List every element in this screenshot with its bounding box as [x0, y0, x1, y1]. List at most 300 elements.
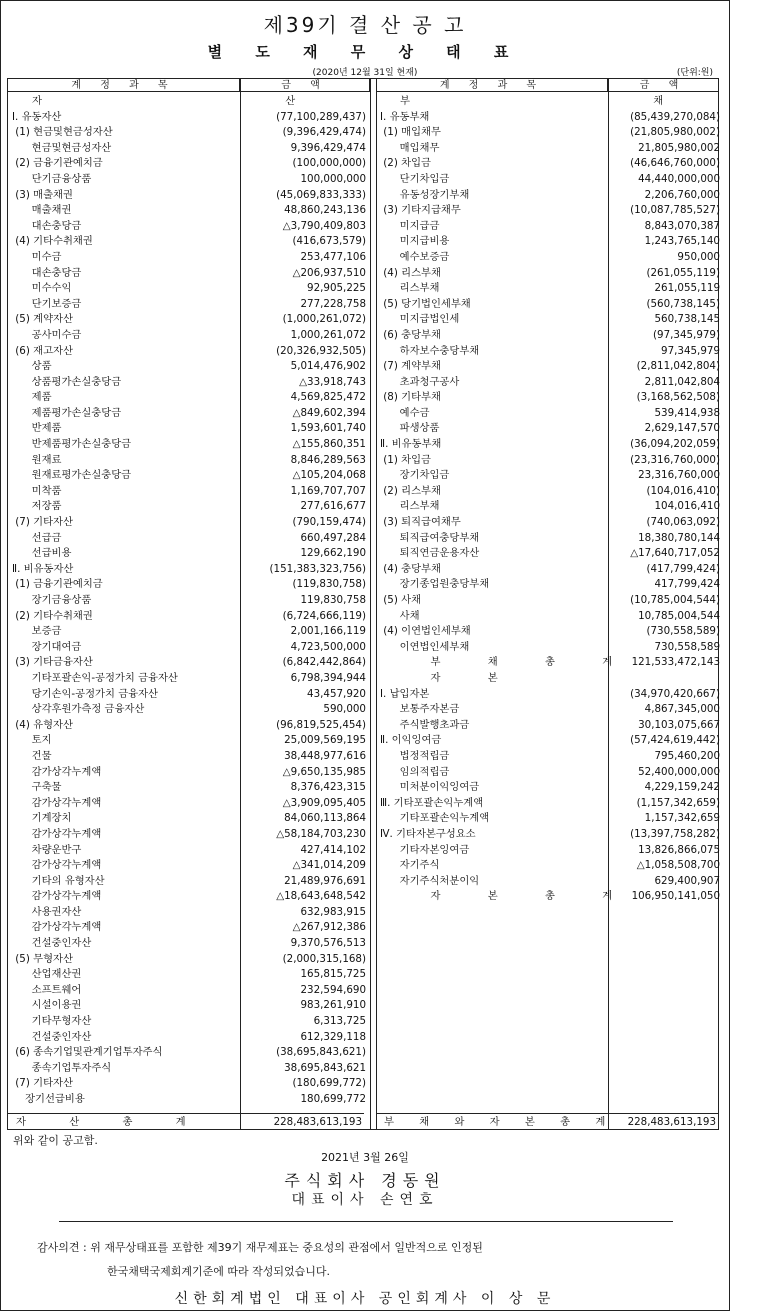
account-name: 상각후원가측정 금융자산 [12, 703, 145, 716]
table-row [12, 655, 368, 671]
account-name: 예수보증금 [380, 250, 450, 263]
account-name: Ⅱ. 비유동부채 [380, 438, 442, 451]
table-row [380, 577, 720, 593]
account-amount: (560,738,145) [646, 297, 720, 310]
account-name: 미지급비용 [380, 235, 450, 248]
col-header-amount-right: 금 액 [608, 79, 718, 92]
table-row [12, 1076, 368, 1092]
table-row [380, 780, 720, 796]
account-amount: 629,400,907 [654, 874, 720, 887]
table-row [380, 125, 720, 141]
table-row [12, 312, 368, 328]
account-name: 자 본 [380, 671, 520, 684]
account-amount: 1,243,765,140 [644, 235, 720, 248]
account-name: 미처분이익잉여금 [380, 781, 480, 794]
account-name: (1) 현금및현금성자산 [12, 126, 113, 139]
table-row [380, 281, 720, 297]
total-liabilities-equity-row [376, 1113, 718, 1131]
account-amount: 4,867,345,000 [644, 703, 720, 716]
table-row [380, 297, 720, 313]
table-row [12, 905, 368, 921]
account-name: 감가상각누계액 [12, 921, 102, 934]
table-row [12, 359, 368, 375]
table-row [12, 1045, 368, 1061]
account-name: (4) 기타수취채권 [12, 235, 93, 248]
account-amount: 97,345,979 [661, 344, 720, 357]
account-amount: (45,069,833,333) [276, 188, 366, 201]
table-row [12, 437, 368, 453]
account-amount: 4,569,825,472 [290, 391, 366, 404]
account-name: (4) 이연법인세부채 [380, 625, 471, 638]
account-name: 기타의 유형자산 [12, 874, 105, 887]
account-name: 미지급금 [380, 219, 440, 232]
account-amount: (6,724,666,119) [282, 609, 366, 622]
account-amount: (97,345,979) [653, 328, 720, 341]
account-name: 상품 [12, 360, 52, 373]
table-row [380, 328, 720, 344]
account-name: 대손충당금 [12, 266, 82, 279]
account-name: 부 채 [400, 95, 783, 107]
account-name: 매입채무 [380, 141, 440, 154]
table-row [380, 234, 720, 250]
table-row [12, 1030, 368, 1046]
account-amount: 1,593,601,740 [290, 422, 366, 435]
account-amount: 165,815,725 [300, 968, 366, 981]
account-amount: (1,000,261,072) [282, 313, 366, 326]
account-amount: 612,329,118 [300, 1030, 366, 1043]
table-row [380, 406, 720, 422]
account-amount: 92,905,225 [307, 282, 366, 295]
table-row [12, 406, 368, 422]
account-name: 종속기업투자주식 [12, 1061, 112, 1074]
account-name: 장기차입금 [380, 469, 450, 482]
account-name: 자 본 총 계 [380, 890, 635, 903]
account-name: 미수금 [12, 250, 62, 263]
account-amount: 277,616,677 [300, 500, 366, 513]
table-row [12, 749, 368, 765]
account-amount: 2,206,760,000 [644, 188, 720, 201]
account-amount: △58,184,703,230 [276, 827, 366, 840]
account-name: (1) 매입채무 [380, 126, 441, 139]
table-row [12, 780, 368, 796]
table-row [12, 141, 368, 157]
column-divider [370, 79, 371, 1129]
account-name: 단기금융상품 [12, 172, 92, 185]
account-amount: △18,643,648,542 [276, 890, 366, 903]
account-amount: (23,316,760,000) [630, 453, 720, 466]
account-amount: (730,558,589) [646, 625, 720, 638]
account-amount: (2,000,315,168) [282, 952, 366, 965]
account-amount: (151,383,323,756) [269, 562, 366, 575]
account-amount: 8,846,289,563 [290, 453, 366, 466]
table-row [12, 250, 368, 266]
account-amount: (417,799,424) [646, 562, 720, 575]
table-row [12, 827, 368, 843]
account-name: (6) 충당부채 [380, 328, 441, 341]
account-amount: 1,000,261,072 [290, 328, 366, 341]
account-name: 보통주자본금 [380, 703, 460, 716]
table-row [380, 687, 720, 703]
account-amount: 38,695,843,621 [284, 1061, 366, 1074]
table-row [380, 172, 720, 188]
table-row [380, 796, 720, 812]
account-name: 단기차입금 [380, 172, 450, 185]
account-amount: 2,811,042,804 [644, 375, 720, 388]
table-row [12, 110, 368, 126]
account-amount: 795,460,200 [654, 749, 720, 762]
account-amount: 23,316,760,000 [638, 469, 720, 482]
table-row [12, 609, 368, 625]
account-name: 사채 [380, 609, 420, 622]
table-row [380, 94, 783, 110]
account-name: 파생상품 [380, 422, 440, 435]
table-row [380, 266, 720, 282]
account-amount: 44,440,000,000 [638, 172, 720, 185]
table-row [380, 484, 720, 500]
table-row [12, 874, 368, 890]
table-row [380, 219, 720, 235]
account-name: 시설이용권 [12, 999, 82, 1012]
account-name: 당기손익-공정가치 금융자산 [12, 687, 158, 700]
table-row [380, 609, 720, 625]
account-name: 토지 [12, 734, 52, 747]
table-row [12, 390, 368, 406]
account-name: 하자보수충당부채 [380, 344, 480, 357]
announcement-note: 위와 같이 공고함. [13, 1134, 98, 1147]
statement-title: 별 도 재 무 상 태 표 [207, 43, 523, 61]
table-row [12, 484, 368, 500]
table-row [12, 421, 368, 437]
account-name: (4) 리스부채 [380, 266, 441, 279]
column-divider [376, 79, 377, 1129]
account-amount: △1,058,508,700 [636, 859, 720, 872]
table-row [12, 718, 368, 734]
account-amount: 730,558,589 [654, 640, 720, 653]
account-name: (4) 유형자산 [12, 718, 73, 731]
account-amount: 119,830,758 [300, 594, 366, 606]
account-name: 감가상각누계액 [12, 890, 102, 903]
table-row [380, 531, 720, 547]
account-name: (2) 금융기관예치금 [12, 157, 103, 170]
table-row [380, 718, 720, 734]
account-name: 장기대여금 [12, 640, 82, 653]
account-name: Ⅱ. 비유동자산 [12, 562, 74, 575]
account-name: Ⅰ. 유동자산 [12, 110, 62, 123]
account-amount: 8,376,423,315 [290, 781, 366, 794]
table-row [12, 297, 368, 313]
account-amount: 417,799,424 [654, 578, 720, 591]
account-name: Ⅰ. 유동부채 [380, 110, 430, 123]
table-row [12, 765, 368, 781]
account-amount: 539,414,938 [654, 406, 720, 419]
table-row [12, 468, 368, 484]
account-name: (6) 재고자산 [12, 344, 73, 357]
account-name: 제품 [12, 391, 52, 404]
table-row [12, 858, 368, 874]
table-row [380, 453, 720, 469]
account-amount: 277,228,758 [300, 297, 366, 310]
account-amount: 13,826,866,075 [638, 843, 720, 856]
account-name: 리스부채 [380, 282, 440, 295]
account-name: 감가상각누계액 [12, 859, 102, 872]
account-amount: (740,063,092) [646, 516, 720, 529]
col-header-amount-left: 금 액 [240, 79, 370, 92]
account-name: 장기금융상품 [12, 594, 92, 606]
balance-sheet-table [7, 78, 783, 1130]
announcement-date: 2021년 3월 26일 [321, 1151, 409, 1164]
account-amount: (38,695,843,621) [276, 1046, 366, 1059]
table-row [12, 640, 368, 656]
account-amount: 632,983,915 [300, 905, 366, 918]
table-row [12, 172, 368, 188]
account-name: (6) 종속기업및관계기업투자주식 [12, 1046, 163, 1059]
table-row [12, 219, 368, 235]
account-amount: (790,159,474) [292, 516, 366, 529]
account-amount: 104,016,410 [654, 500, 720, 513]
account-amount: 21,489,976,691 [284, 874, 366, 887]
account-name: 미수수익 [12, 282, 72, 295]
account-name: Ⅱ. 이익잉여금 [380, 734, 442, 747]
table-row [12, 998, 368, 1014]
account-name: (4) 충당부채 [380, 562, 441, 575]
ceo-name: 대표이사 손연호 [291, 1192, 439, 1208]
table-row [380, 421, 720, 437]
account-amount: 10,785,004,544 [638, 609, 720, 622]
account-name: 반제품 [12, 422, 62, 435]
account-amount: (261,055,119) [646, 266, 720, 279]
account-name: Ⅲ. 기타포괄손익누계액 [380, 796, 484, 809]
account-name: 임의적립금 [380, 765, 450, 778]
table-row [380, 827, 720, 843]
table-row [12, 1092, 368, 1108]
account-name: 기타자본잉여금 [380, 843, 470, 856]
col-header-account-right: 계 정 과 목 [376, 79, 608, 92]
table-row [12, 203, 368, 219]
account-amount: 48,860,243,136 [284, 204, 366, 217]
page-title: 제39기 결 산 공 고 [263, 13, 467, 37]
account-amount: 9,370,576,513 [290, 937, 366, 950]
account-amount: 52,400,000,000 [638, 765, 720, 778]
account-name: 보증금 [12, 625, 62, 638]
account-amount: (96,819,525,454) [276, 718, 366, 731]
account-amount: △17,640,717,052 [630, 547, 720, 560]
table-row [12, 889, 368, 905]
account-name: (8) 기타부채 [380, 391, 441, 404]
account-amount: 660,497,284 [300, 531, 366, 544]
account-name: 기계장치 [12, 812, 72, 825]
account-amount: (34,970,420,667) [630, 687, 720, 700]
account-amount: 253,477,106 [300, 250, 366, 263]
table-row [12, 94, 416, 110]
table-row [12, 328, 368, 344]
account-amount: 21,805,980,002 [638, 141, 720, 154]
account-amount: 84,060,113,864 [284, 812, 366, 825]
table-row [12, 936, 368, 952]
total-liabilities-equity-value: 228,483,613,193 [627, 1116, 716, 1128]
account-amount: 2,001,166,119 [290, 625, 366, 638]
account-name: 산업재산권 [12, 968, 82, 981]
account-amount: △206,937,510 [292, 266, 366, 279]
audit-opinion-line2: 한국채택국제회계기준에 따라 작성되었습니다. [107, 1265, 331, 1278]
account-name: 원재료 [12, 453, 62, 466]
table-row [12, 188, 368, 204]
table-row [380, 250, 720, 266]
table-row [380, 640, 720, 656]
table-row [12, 843, 368, 859]
table-row [380, 811, 720, 827]
table-row [380, 390, 720, 406]
account-amount: 2,629,147,570 [644, 422, 720, 435]
table-row [380, 188, 720, 204]
table-row [380, 858, 720, 874]
table-row [12, 515, 368, 531]
account-name: (7) 기타자산 [12, 1077, 73, 1090]
table-row [12, 125, 368, 141]
account-amount: (13,397,758,282) [630, 827, 720, 840]
table-row [380, 312, 720, 328]
account-name: 자기주식처분이익 [380, 874, 480, 887]
table-row [380, 499, 720, 515]
account-name: 매출채권 [12, 204, 72, 217]
table-row [380, 359, 720, 375]
account-name: 건설중인자산 [12, 937, 92, 950]
total-assets-row [8, 1113, 364, 1131]
total-liabilities-equity-label: 부 채 와 자 본 총 계 [384, 1116, 617, 1128]
account-name: 리스부채 [380, 500, 440, 513]
account-name: 감가상각누계액 [12, 796, 102, 809]
table-row [12, 375, 368, 391]
table-row [12, 266, 368, 282]
account-amount: (10,785,004,544) [630, 594, 720, 606]
table-row [12, 733, 368, 749]
account-amount: △105,204,068 [292, 469, 366, 482]
table-row [12, 920, 368, 936]
account-amount: 9,396,429,474 [290, 141, 366, 154]
table-row [380, 515, 720, 531]
account-name: 선급금 [12, 531, 62, 544]
account-amount: (10,087,785,527) [630, 204, 720, 217]
auditor-name: 신한회계법인 대표이사 공인회계사 이 상 문 [174, 1291, 556, 1307]
account-amount: 590,000 [323, 703, 366, 716]
account-amount: △3,790,409,803 [282, 219, 366, 232]
account-name: 감가상각누계액 [12, 765, 102, 778]
table-row [12, 671, 368, 687]
table-row [380, 546, 720, 562]
account-amount: (119,830,758) [292, 578, 366, 591]
account-amount: △267,912,386 [292, 921, 366, 934]
account-amount: (21,805,980,002) [630, 126, 720, 139]
account-amount: 8,843,070,387 [644, 219, 720, 232]
account-name: (2) 리스부채 [380, 484, 441, 497]
table-row [380, 156, 720, 172]
account-name: (7) 계약부채 [380, 360, 441, 373]
account-amount: (6,842,442,864) [282, 656, 366, 669]
account-name: 공사미수금 [12, 328, 82, 341]
table-row [380, 375, 720, 391]
account-name: (1) 차입금 [380, 453, 431, 466]
table-row [380, 671, 720, 687]
table-row [380, 765, 720, 781]
account-amount: 1,157,342,659 [644, 812, 720, 825]
liabilities-equity-column [380, 94, 783, 905]
account-amount: (46,646,760,000) [630, 157, 720, 170]
account-name: 장기종업원충당부채 [380, 578, 490, 591]
table-row [380, 344, 720, 360]
account-amount: 180,699,772 [300, 1093, 366, 1105]
account-name: 기타포괄손익누계액 [380, 812, 490, 825]
account-name: (1) 금융기관예치금 [12, 578, 103, 591]
account-name: 구축물 [12, 781, 62, 794]
account-name: 단기보증금 [12, 297, 82, 310]
account-name: 이연법인세부채 [380, 640, 470, 653]
table-row [12, 811, 368, 827]
table-row [12, 983, 368, 999]
table-row [12, 967, 368, 983]
account-amount: 6,313,725 [313, 1015, 366, 1028]
company-name: 주식회사 경동원 [284, 1171, 446, 1190]
account-name: (3) 퇴직급여채무 [380, 516, 461, 529]
account-amount: 4,229,159,242 [644, 781, 720, 794]
account-amount: (3,168,562,508) [636, 391, 720, 404]
account-amount: (36,094,202,059) [630, 438, 720, 451]
account-amount: 129,662,190 [300, 547, 366, 560]
statement-date: (2020년 12월 31일 현재) [312, 68, 418, 78]
account-name: 건물 [12, 749, 52, 762]
account-amount: 560,738,145 [654, 313, 720, 326]
account-name: 장기선급비용 [12, 1093, 85, 1105]
table-row [12, 593, 368, 609]
account-name: (5) 사채 [380, 594, 422, 606]
account-name: 퇴직연금운용자산 [380, 547, 480, 560]
account-amount: △155,860,351 [292, 438, 366, 451]
table-row [380, 655, 720, 671]
account-amount: (100,000,000) [292, 157, 366, 170]
account-name: 미착품 [12, 484, 62, 497]
unit-label: (단위:원) [676, 68, 713, 78]
account-amount: 18,380,780,144 [638, 531, 720, 544]
account-amount: (180,699,772) [292, 1077, 366, 1090]
account-name: Ⅰ. 납입자본 [380, 687, 430, 700]
table-row [380, 843, 720, 859]
table-row [12, 156, 368, 172]
account-amount: 43,457,920 [307, 687, 366, 700]
account-name: 사용권자산 [12, 905, 82, 918]
table-row [380, 624, 720, 640]
account-name: (5) 계약자산 [12, 313, 73, 326]
table-row [380, 468, 720, 484]
account-amount: 4,723,500,000 [290, 640, 366, 653]
account-name: (2) 차입금 [380, 157, 431, 170]
account-name: 유동성장기부채 [380, 188, 470, 201]
account-amount: 30,103,075,667 [638, 718, 720, 731]
account-name: 저장품 [12, 500, 62, 513]
account-name: 예수금 [380, 406, 430, 419]
account-amount: (416,673,579) [292, 235, 366, 248]
table-row [380, 593, 720, 609]
table-row [380, 702, 720, 718]
account-amount: △9,650,135,985 [282, 765, 366, 778]
table-row [12, 281, 368, 297]
table-row [12, 952, 368, 968]
account-name: (5) 무형자산 [12, 952, 73, 965]
audit-opinion-line1: 감사의견 : 위 재무상태표를 포함한 제39기 재무제표는 중요성의 관점에서 일반적으로 인정된 [37, 1241, 483, 1254]
account-amount: 121,533,472,143 [631, 656, 720, 669]
account-name: 원재료평가손실충당금 [12, 469, 132, 482]
account-name: 자 산 [32, 95, 416, 107]
account-name: (3) 기타금융자산 [12, 656, 93, 669]
table-row [12, 624, 368, 640]
account-name: 미지급법인세 [380, 313, 460, 326]
